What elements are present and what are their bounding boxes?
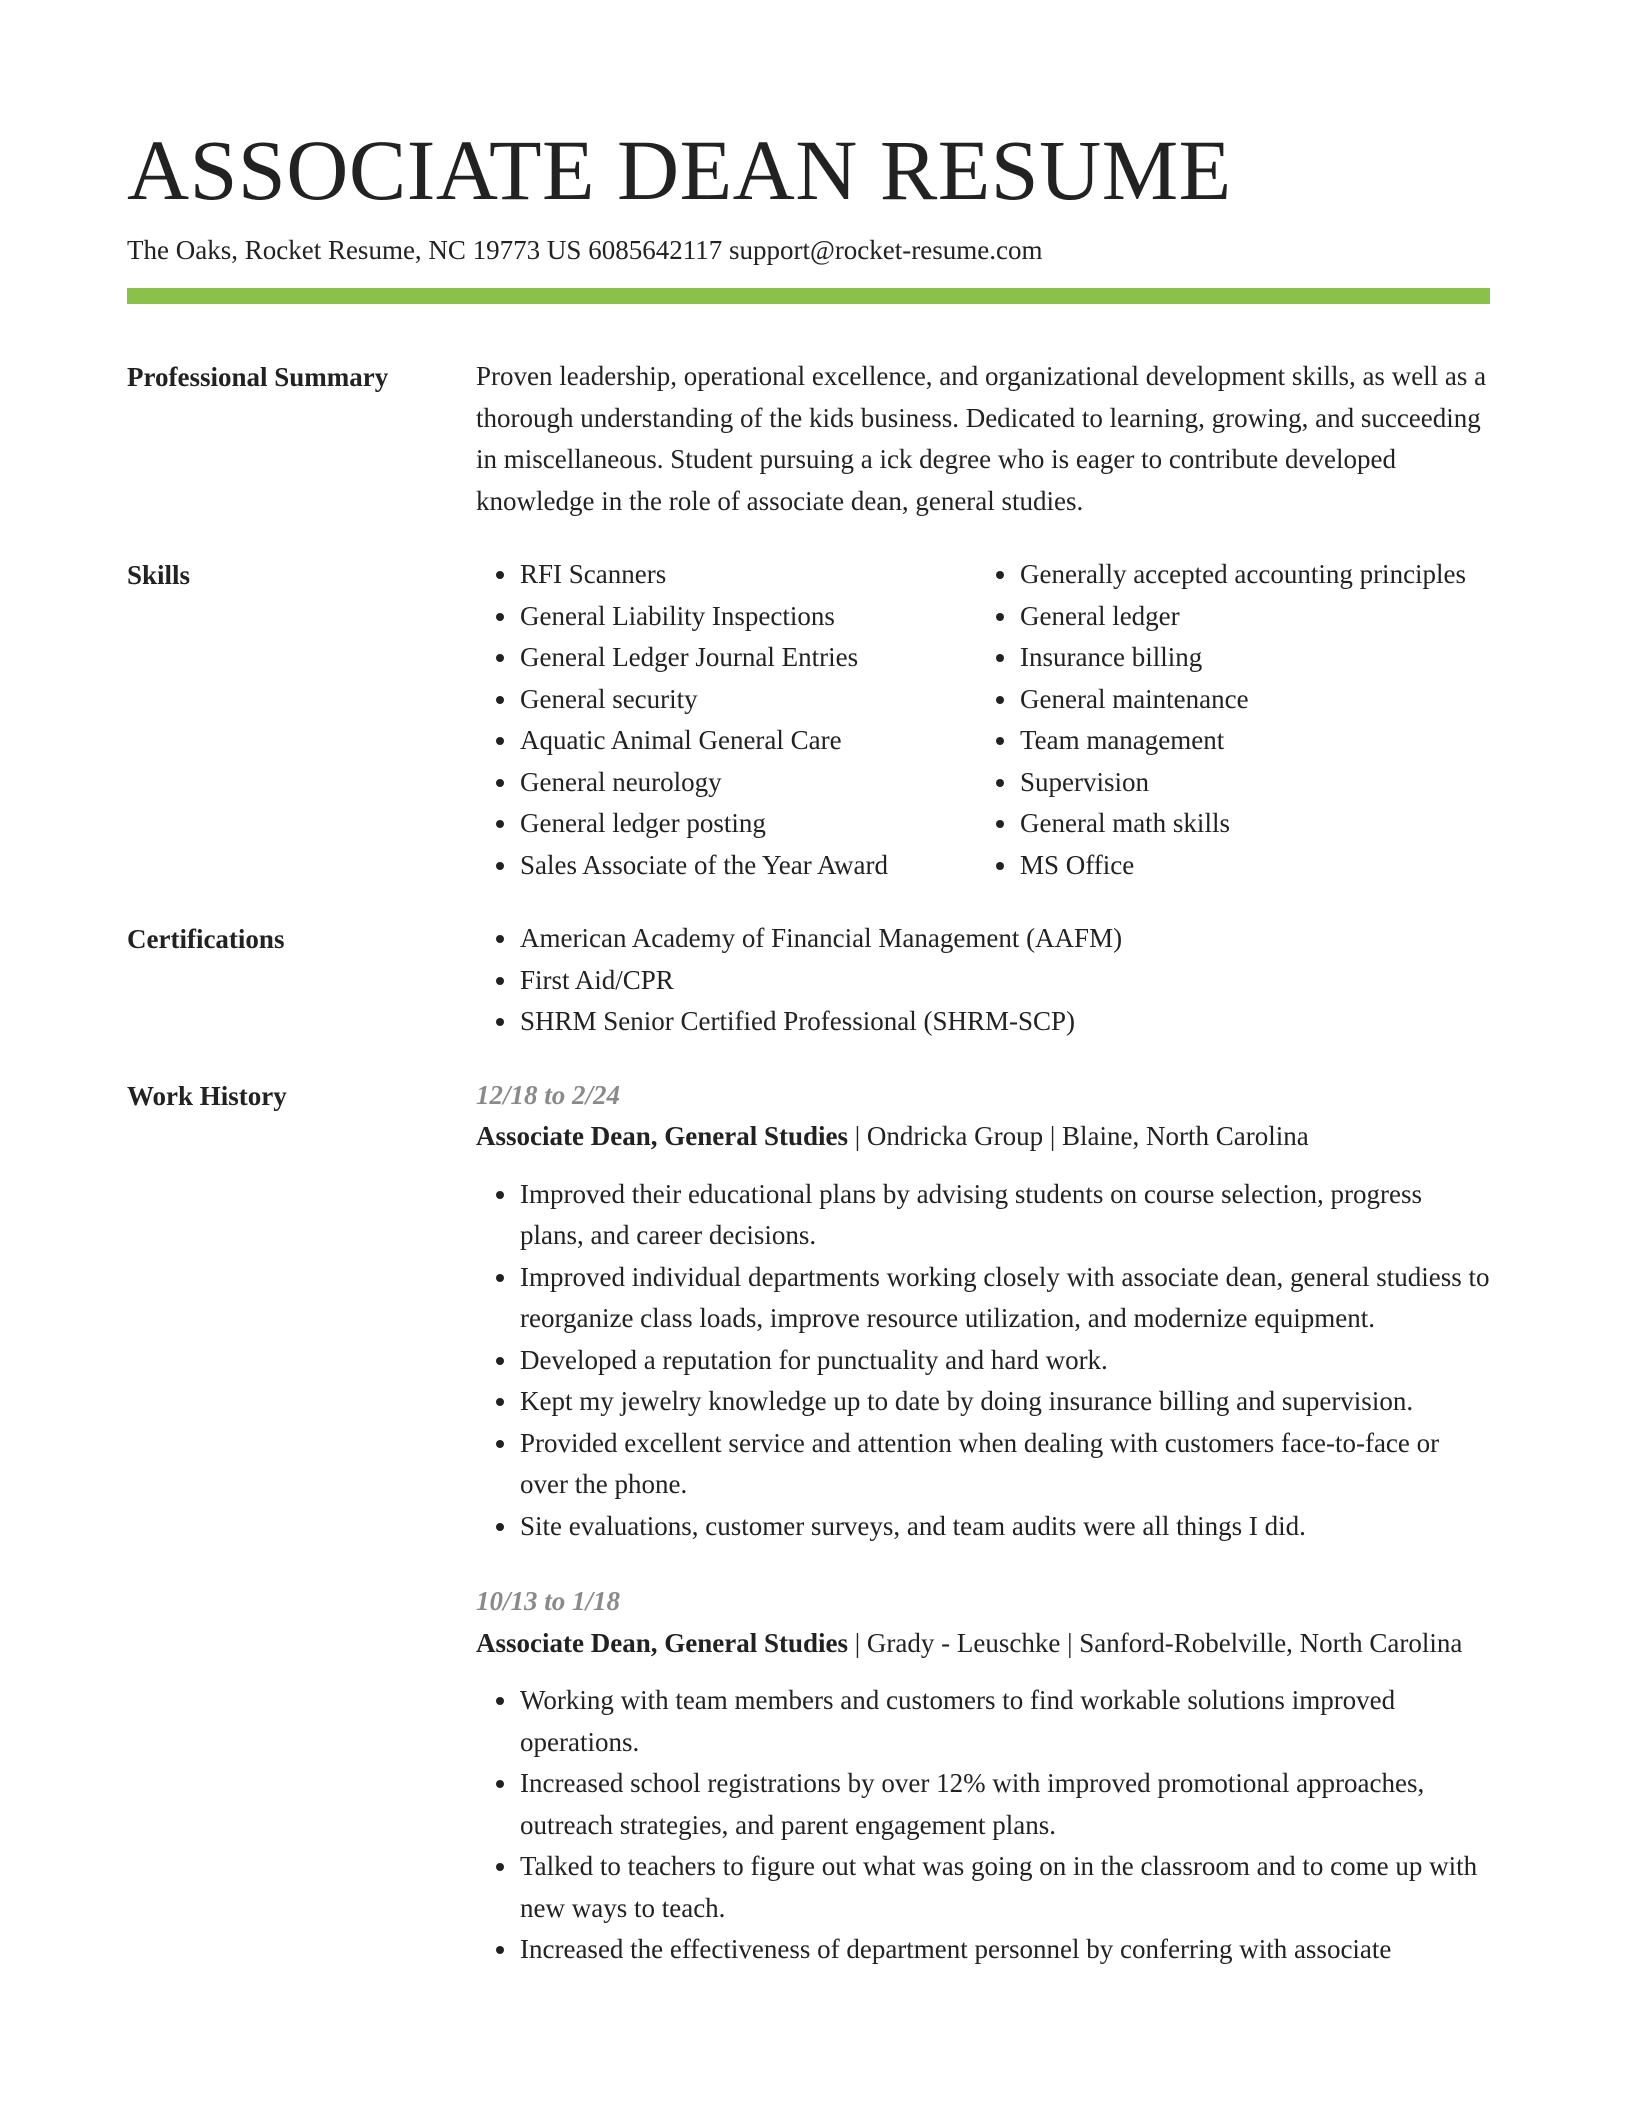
skills-column-1 xyxy=(476,554,976,886)
skill-item: General Ledger Journal Entries xyxy=(520,637,976,679)
job-employer: Grady - Leuschke xyxy=(866,1627,1061,1658)
job-bullets xyxy=(476,1680,1490,1971)
section-label-work-history: Work History xyxy=(127,1080,287,1111)
job-title: Associate Dean, General Studies xyxy=(476,1121,848,1151)
section-certifications xyxy=(127,918,1490,1043)
resume-title: ASSOCIATE DEAN RESUME xyxy=(127,122,1232,218)
skill-item: Insurance billing xyxy=(1020,637,1476,679)
job-separator: | xyxy=(1043,1121,1062,1151)
job-bullet: Improved their educational plans by advising students on course selection, progress plans, and career decisions. xyxy=(520,1174,1490,1257)
job-bullet: Site evaluations, customer surveys, and team audits were all things I did. xyxy=(520,1506,1490,1548)
skills-columns xyxy=(476,554,1490,886)
job-bullet: Working with team members and customers to find workable solutions improved operations. xyxy=(520,1680,1490,1763)
job-bullet: Provided excellent service and attention when dealing with customers face-to-face or over the phone. xyxy=(520,1423,1490,1506)
skill-item: MS Office xyxy=(1020,845,1476,887)
section-label-skills: Skills xyxy=(127,560,191,590)
job-bullet: Increased school registrations by over 12% with improved promotional approaches, outreach strategies, and parent engagement plans. xyxy=(520,1763,1490,1846)
skill-item: General ledger xyxy=(1020,596,1476,638)
job-dates: 12/18 to 2/24 xyxy=(476,1079,621,1110)
skill-item: Sales Associate of the Year Award xyxy=(520,845,976,887)
certifications-body xyxy=(476,918,1490,1043)
job-separator: | xyxy=(847,1627,867,1658)
skills-column-2 xyxy=(976,554,1476,886)
section-summary xyxy=(127,356,1490,522)
work-history-body xyxy=(476,1075,1490,2005)
skill-item: General security xyxy=(520,679,976,721)
job-employer: Ondricka Group xyxy=(866,1121,1044,1151)
contact-line: The Oaks, Rocket Resume, NC 19773 US 6085642117 support@rocket-resume.com xyxy=(127,235,1043,265)
skill-item: RFI Scanners xyxy=(520,554,976,596)
certification-item: American Academy of Financial Management (AAFM) xyxy=(520,918,1490,960)
section-skills xyxy=(127,554,1490,886)
skills-list-2 xyxy=(976,554,1476,886)
certification-item: First Aid/CPR xyxy=(520,960,1490,1002)
section-label-summary: Professional Summary xyxy=(127,362,389,392)
job-entry xyxy=(476,1075,1490,1548)
skill-item: Generally accepted accounting principles xyxy=(1020,554,1476,596)
skill-item: General math skills xyxy=(1020,803,1476,845)
section-work-history xyxy=(127,1075,1490,2005)
job-bullets xyxy=(476,1174,1490,1548)
job-location: Blaine, North Carolina xyxy=(1062,1121,1309,1151)
skills-list-1 xyxy=(476,554,976,886)
job-header-line xyxy=(476,1623,1490,1665)
job-title: Associate Dean, General Studies xyxy=(476,1627,848,1658)
job-bullet: Kept my jewelry knowledge up to date by doing insurance billing and supervision. xyxy=(520,1381,1490,1423)
skill-item: General neurology xyxy=(520,762,976,804)
skill-item: Aquatic Animal General Care xyxy=(520,720,976,762)
job-dates: 10/13 to 1/18 xyxy=(476,1586,621,1616)
job-bullet: Increased the effectiveness of department personnel by conferring with associate xyxy=(520,1929,1490,1971)
job-entry xyxy=(476,1581,1490,1971)
accent-divider xyxy=(127,288,1490,304)
certifications-list xyxy=(476,918,1490,1043)
skill-item: General ledger posting xyxy=(520,803,976,845)
job-bullet: Improved individual departments working closely with associate dean, general studiess to reorganize class loads, improve resource utilization, and modernize equipment. xyxy=(520,1257,1490,1340)
job-header-line xyxy=(476,1116,1490,1158)
job-bullet: Talked to teachers to figure out what was going on in the classroom and to come up with new ways to teach. xyxy=(520,1846,1490,1929)
job-bullet: Developed a reputation for punctuality and hard work. xyxy=(520,1340,1490,1382)
job-separator: | xyxy=(1060,1627,1080,1658)
certification-item: SHRM Senior Certified Professional (SHRM-SCP) xyxy=(520,1001,1490,1043)
resume-page xyxy=(127,120,1490,2005)
skill-item: Team management xyxy=(1020,720,1476,762)
section-label-certifications: Certifications xyxy=(127,924,285,954)
skill-item: General maintenance xyxy=(1020,679,1476,721)
summary-text: Proven leadership, operational excellence, and organizational development skills, as well as a thorough understanding of the kids business. Dedicated to learning, growing, and succeeding in miscellaneous. Student pursuing a ick degree who is eager to contribute developed knowledge in the role of associate dean, general studies. xyxy=(476,361,1487,516)
summary-body xyxy=(476,356,1490,522)
job-separator: | xyxy=(847,1121,867,1151)
job-location: Sanford-Robelville, North Carolina xyxy=(1079,1627,1463,1658)
skill-item: General Liability Inspections xyxy=(520,596,976,638)
skill-item: Supervision xyxy=(1020,762,1476,804)
